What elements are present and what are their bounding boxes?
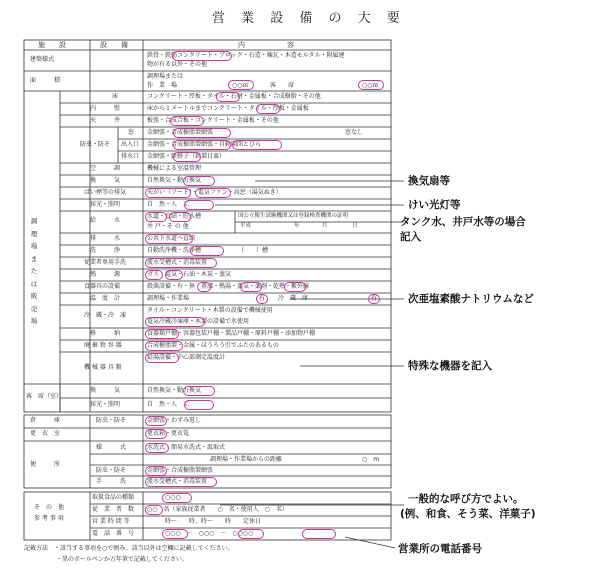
water-era: 平成 bbox=[240, 223, 252, 229]
annotation-fluorescent: けい光灯等 bbox=[408, 199, 461, 211]
row-label-lighting: 採光・照明 bbox=[90, 201, 121, 208]
row-label-ceiling: 天 井 bbox=[90, 117, 121, 124]
row-label-kenchiku: 建築様式 bbox=[30, 56, 55, 63]
hours-value: 時～ 時、時～ 時 定休日 bbox=[165, 518, 262, 525]
water-well: 井 戸・そ の 他 bbox=[147, 223, 189, 230]
drain-value: 金網張・鉄格子（鉄製目皿） bbox=[147, 153, 226, 160]
toilet-distance-value: ○ m bbox=[362, 456, 380, 463]
row-label-washing: 洗 浄 bbox=[90, 247, 121, 254]
floor-value: コンクリート・厚板・タイル・石材・金属板・合成樹脂・その他 bbox=[147, 93, 321, 100]
section-label-kitchen: 調 理 場 ま た は 販 売 場 bbox=[30, 217, 38, 325]
toilet-handwash-value: 流水受槽式・消毒装置 bbox=[147, 478, 208, 485]
water-month: 月 bbox=[322, 223, 328, 229]
footnote-1: 記載方法 ・該当する事項を○で囲み、該当以外は空欄に記載してください。 bbox=[24, 545, 234, 552]
row-label-utensil: 食器具の設備 bbox=[84, 283, 121, 290]
toilet-distance: 調理場・作業場からの距離 bbox=[210, 456, 283, 463]
drain-label: 排水口 bbox=[121, 153, 140, 160]
row-label-heat: 熱 源 bbox=[90, 271, 121, 278]
food-type-label: 取扱食品の種類 bbox=[92, 494, 135, 501]
water-cert: 国公立衛生試験機関又は登録検査機関の証明 bbox=[238, 213, 349, 219]
water-year: 年 bbox=[294, 223, 300, 229]
row-label-toilet: 便 所 bbox=[30, 461, 61, 468]
row-label-thermometer: 温 度 計 bbox=[90, 295, 121, 302]
seating-lighting-value: 自 然・人 工 bbox=[147, 401, 190, 408]
refrigeration-line2: 電気冷蔵冷凍庫・木製の設備で氷使用 bbox=[147, 318, 250, 325]
row-label-water: 給 水 bbox=[90, 217, 121, 224]
hours-label: 営 業 時 間 等 bbox=[92, 518, 130, 525]
menseki-area-seat: ○○㎡ bbox=[362, 82, 379, 89]
waste-value: 合成樹脂製・金属・ほうろう引でふたのあるもの bbox=[147, 342, 280, 349]
toilet-pest-label: 防虫・防そ bbox=[96, 467, 127, 474]
refrigeration-line1: タイル・コンクリート・木製の設備で機械使用 bbox=[147, 307, 273, 314]
seating-lighting-label: 採光・照明 bbox=[90, 401, 121, 408]
seating-ventilation-label: 換 気 bbox=[90, 387, 121, 394]
annotation-tank-water: タンク水、井戸水等の場合 bbox=[400, 216, 526, 228]
handwash-value: 流水受槽式・消毒装置 bbox=[147, 259, 208, 266]
entrance-value: 金網張・合成樹脂製網張・自動開閉とびら bbox=[147, 141, 262, 148]
staff-count-value: ○○ 名（家族従業者 ○ 名・使用人 ○ 名） bbox=[147, 506, 288, 513]
aircon-value: 機械による室温管理 bbox=[147, 165, 202, 172]
warehouse-value: 金網張・わずみ返し bbox=[147, 417, 202, 424]
row-label-machinery: 機 械 器 具 類 bbox=[84, 364, 122, 371]
row-label-other: そ の 他 bbox=[34, 504, 65, 511]
row-label-handwash: 従業者専用手洗 bbox=[84, 259, 127, 266]
footnote-2: ・黒のボールペンか万年筆で記載してください。 bbox=[56, 556, 188, 563]
row-label-reference: 参 考 事 項 bbox=[34, 515, 64, 522]
annotation-common-name: 一般的な呼び方でよい。 bbox=[408, 493, 524, 505]
row-label-warehouse: 倉 庫 bbox=[30, 417, 61, 424]
menseki-line2: 作 業 場 bbox=[147, 82, 178, 89]
menseki-seat-label: 客 席 bbox=[270, 82, 295, 89]
thermometer-yes: 有 bbox=[259, 295, 266, 302]
washing-value: 自動洗浄機・洗浄槽 bbox=[147, 247, 202, 254]
header-content: 内 容 bbox=[238, 41, 294, 49]
kenchiku-line1: 鉄骨・鉄筋コンクリート・ブロック・石造・煉瓦・木造モルタル・附属建 bbox=[147, 52, 345, 59]
toilet-type-value: 水洗式・簡易水洗式・汲取式 bbox=[147, 444, 226, 451]
locker-value: 更衣箱・更衣篭 bbox=[147, 430, 190, 437]
ventilation-value: 自然換気・動力換気 bbox=[147, 177, 202, 184]
header-facility: 施 設 bbox=[38, 41, 66, 49]
header-equipment: 設 備 bbox=[100, 41, 128, 49]
row-label-exhaust: ばい煙等の排気 bbox=[84, 189, 127, 196]
lighting-value: 自 然・人 工 bbox=[147, 201, 190, 208]
menseki-line1: 調理場または bbox=[147, 73, 184, 80]
food-type-value: ○○○ bbox=[165, 494, 181, 501]
phone-value: ○○○ － ○○○ － ○○○○ bbox=[165, 530, 254, 537]
utensil-value: 殺菌設備・有・無・煮沸・熱湯・蒸気・薬剤・乾熱・紫外線 bbox=[147, 283, 310, 290]
row-label-menseki: 面 積 bbox=[30, 77, 61, 84]
fridge-yes: 有 bbox=[371, 295, 378, 302]
annotation-phone: 営業所の電話番号 bbox=[398, 543, 482, 555]
thermometer-value: 調理場・作業場 bbox=[147, 295, 190, 302]
annotation-tank-fill: 記入 bbox=[400, 231, 421, 243]
window-value: 金網張・合成樹脂製網張 bbox=[147, 129, 214, 136]
inner-wall-value: 床から１メートルまでコンクリート・タイル・厚板・金属板 bbox=[147, 105, 309, 112]
toilet-type-label: 様 式 bbox=[96, 444, 127, 451]
annotation-special-equipment: 特殊な機器を記入 bbox=[408, 360, 492, 372]
section-label-seating: 客 席（室） bbox=[26, 393, 63, 400]
row-label-pest: 防虫・防そ bbox=[80, 141, 111, 148]
row-label-floor: 床 bbox=[112, 93, 119, 100]
washing-tank: （ ）槽 bbox=[238, 247, 269, 254]
row-label-wastewater: 排 水 bbox=[90, 235, 121, 242]
window-label: 窓 bbox=[128, 129, 135, 136]
heat-value: ガス・電気・石油・木炭・蒸気 bbox=[147, 271, 232, 278]
annotation-example: (例、和食、そう菜、洋菓子) bbox=[400, 508, 536, 520]
ceiling-value: 板張・合成合板・コンクリート・金属板・その他 bbox=[147, 117, 279, 124]
entrance-label: 出入口 bbox=[121, 141, 140, 148]
annotation-ventilation-fan: 換気扇等 bbox=[408, 175, 450, 187]
wastewater-value: 公共下水道へ直結 bbox=[147, 235, 196, 242]
annotation-hypochlorite: 次亜塩素酸ナトリウムなど bbox=[408, 293, 534, 305]
page-title: 営 業 設 備 の 大 要 bbox=[212, 11, 406, 26]
kenchiku-line2: 物が有る以外・その他 bbox=[147, 61, 208, 68]
row-label-ventilation: 換 気 bbox=[90, 177, 121, 184]
row-label-inner-wall: 内 壁 bbox=[90, 105, 121, 112]
row-label-aircon: 空 調 bbox=[90, 165, 121, 172]
menseki-area-kitchen: ○○㎡ bbox=[232, 82, 249, 89]
seating-ventilation-value: 自然換気・動力換気 bbox=[147, 387, 202, 394]
staff-count-label: 従 業 者 数 bbox=[92, 506, 135, 513]
row-label-refrigeration: 冷 蔵・冷 凍 bbox=[84, 312, 127, 319]
row-label-storage: 格 納 bbox=[90, 330, 121, 337]
machinery-value: 給湯設備・中心部測定温度計 bbox=[147, 354, 226, 361]
water-value: 水道・直結・貯水槽 bbox=[147, 213, 202, 220]
toilet-pest-value: 金網張・合成樹脂製網張 bbox=[147, 467, 214, 474]
row-label-waste: 廃 棄 物 容 器 bbox=[84, 342, 122, 349]
row-label-locker: 更 衣 室 bbox=[30, 430, 61, 437]
phone-label: 電 話 番 号 bbox=[92, 530, 135, 537]
water-day: 日 bbox=[352, 223, 358, 229]
exhaust-value: 天がい（フード）・電気ファン・高窓（湯気ぬき） bbox=[147, 189, 282, 196]
thermometer-fridge: 冷 蔵 庫 bbox=[278, 295, 309, 302]
storage-value: 食器類戸棚・容器包装戸棚・製品戸棚・原料戸棚・添加物戸棚 bbox=[147, 330, 316, 337]
window-none: 窓なし bbox=[345, 129, 364, 136]
toilet-handwash-label: 手 洗 bbox=[96, 478, 127, 485]
warehouse-sub: 防虫・防そ bbox=[96, 417, 127, 424]
